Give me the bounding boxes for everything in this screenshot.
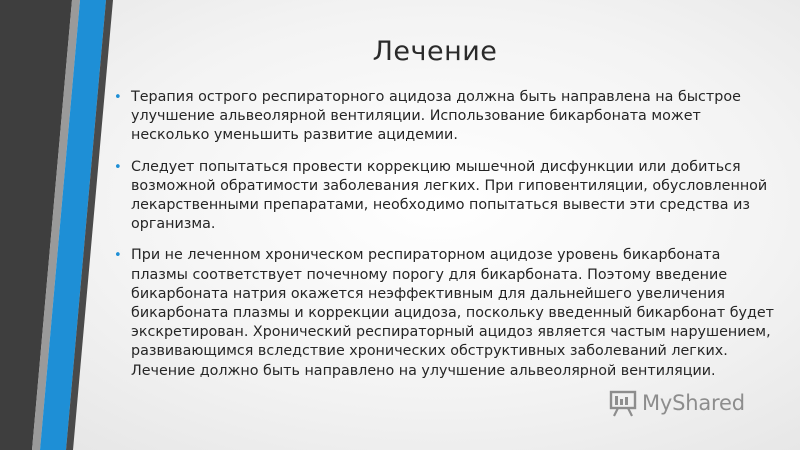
bullet-icon: •: [114, 159, 122, 175]
bullet-icon: •: [114, 90, 122, 105]
slide-title: Лечение: [372, 36, 498, 67]
bullet-item: [114, 88, 781, 146]
bullet-icon: •: [114, 248, 122, 264]
bullet-item: [114, 246, 781, 380]
bullet-text: При не леченном хроническом респираторном ацидозе уровень бикарбоната плазмы соответствует почечному порогу для бикарбоната. Поэтому введение бикарбоната натрия окажется неэффективным для дальнейшего увеличения бикарбоната плазмы и коррекции ацидоза, поскольку введенный бикарбонат будет экскретирован. Хронический респираторный ацидоз является частым нарушением, развивающимся вследствие хронических обструктивных заболеваний легких. Лечение должно быть направлено на улучшение альвеолярной вентиляции.: [131, 247, 774, 379]
bullet-item: [114, 158, 781, 235]
watermark-text: MyShared: [642, 391, 745, 415]
bullet-text: Следует попытаться провести коррекцию мышечной дисфункции или добиться возможной обратимости заболевания легких. При гиповентиляции, обусловленной лекарственными препаратами, необходимо попытаться вывести эти средства из организма.: [131, 158, 768, 233]
watermark: [608, 387, 745, 419]
bullet-list: [114, 88, 781, 393]
decorative-stripes: [0, 0, 120, 450]
bullet-text: Терапия острого респираторного ацидоза должна быть направлена на быстрое улучшение альвеолярной вентиляции. Использование бикарбоната может несколько уменьшить развитие ацидемии.: [131, 89, 741, 144]
presentation-board-icon: [608, 388, 638, 418]
